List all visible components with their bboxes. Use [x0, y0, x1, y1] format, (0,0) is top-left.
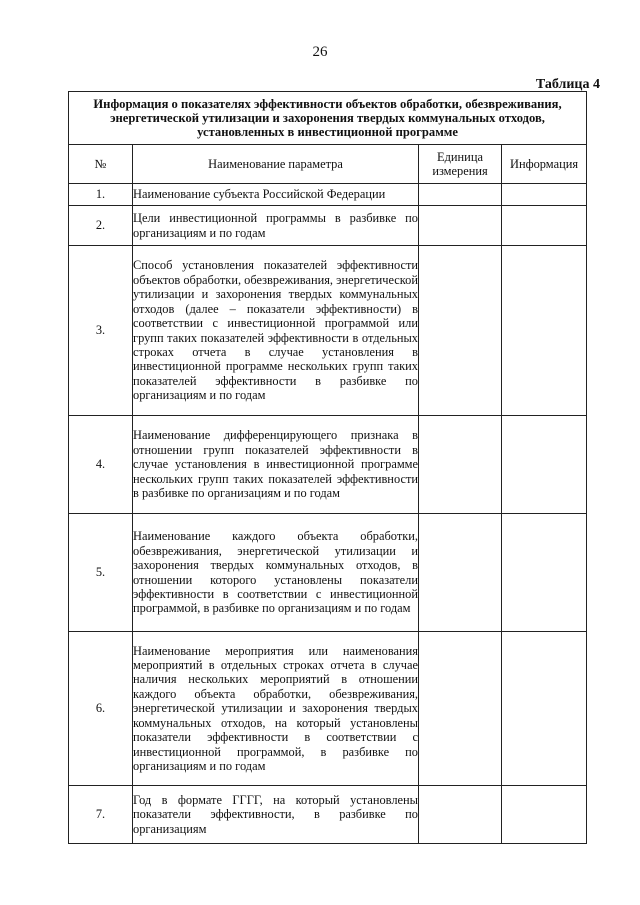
- table-row: [69, 416, 587, 514]
- row-parameter-name: Наименование дифференцирующего признака в отношении групп показателей эффективности в случае установления в инвестиционной программе нескольких групп таких показателей эффективности в разбивке по организациям и по годам: [133, 416, 419, 514]
- table-caption: Таблица 4: [535, 77, 600, 92]
- indicators-table: [68, 91, 587, 844]
- table-row: [69, 184, 587, 206]
- row-unit: [419, 514, 502, 632]
- row-information: [502, 632, 587, 786]
- table-header-row: [69, 145, 587, 184]
- table-title-row: [69, 92, 587, 145]
- table-row: [69, 786, 587, 844]
- row-unit: [419, 184, 502, 206]
- row-parameter-name: Способ установления показателей эффективности объектов обработки, обезвреживания, энергетической утилизации и захоронения твердых коммунальных отходов (далее – показатели эффективности) в соответствии с инвестиционной программой или групп таких показателей эффективности в отдельных строках отчета в случае установления в инвестиционной программе нескольких групп таких показателей эффективности в разбивке по организациям и по годам: [133, 246, 419, 416]
- row-unit: [419, 246, 502, 416]
- row-number: 2.: [69, 206, 133, 246]
- table-row: [69, 246, 587, 416]
- header-unit: Единица измерения: [419, 145, 502, 184]
- table-row: [69, 206, 587, 246]
- row-parameter-name: Цели инвестиционной программы в разбивке по организациям и по годам: [133, 206, 419, 246]
- page-number: 26: [312, 44, 328, 60]
- row-number: 7.: [69, 786, 133, 844]
- row-parameter-name: Наименование субъекта Российской Федерации: [133, 184, 419, 206]
- row-information: [502, 416, 587, 514]
- row-number: 3.: [69, 246, 133, 416]
- header-information: Информация: [502, 145, 587, 184]
- row-information: [502, 246, 587, 416]
- table-row: [69, 514, 587, 632]
- row-unit: [419, 416, 502, 514]
- row-number: 4.: [69, 416, 133, 514]
- row-unit: [419, 786, 502, 844]
- row-number: 5.: [69, 514, 133, 632]
- row-unit: [419, 206, 502, 246]
- row-information: [502, 184, 587, 206]
- row-parameter-name: Наименование каждого объекта обработки, обезвреживания, энергетической утилизации и захоронения твердых коммунальных отходов, в отношении которого установлены показатели эффективности в соответствии с инвестиционной программой, в разбивке по организациям и по годам: [133, 514, 419, 632]
- header-number: №: [69, 145, 133, 184]
- row-parameter-name: Наименование мероприятия или наименования мероприятий в отдельных строках отчета в случае наличия нескольких мероприятий в отношении каждого объекта обработки, обезвреживания, энергетической утилизации и захоронения твердых коммунальных отходов, на который установлены показатели эффективности в соответствии с инвестиционной программой, в разбивке по организациям и по годам: [133, 632, 419, 786]
- row-information: [502, 206, 587, 246]
- row-number: 6.: [69, 632, 133, 786]
- row-unit: [419, 632, 502, 786]
- row-information: [502, 786, 587, 844]
- row-number: 1.: [69, 184, 133, 206]
- header-parameter-name: Наименование параметра: [133, 145, 419, 184]
- table-title: Информация о показателях эффективности объектов обработки, обезвреживания, энергетической утилизации и захоронения твердых коммунальных отходов, установленных в инвестиционной программе: [69, 92, 587, 145]
- row-information: [502, 514, 587, 632]
- table-row: [69, 632, 587, 786]
- row-parameter-name: Год в формате ГГГГ, на который установлены показатели эффективности, в разбивке по организациям: [133, 786, 419, 844]
